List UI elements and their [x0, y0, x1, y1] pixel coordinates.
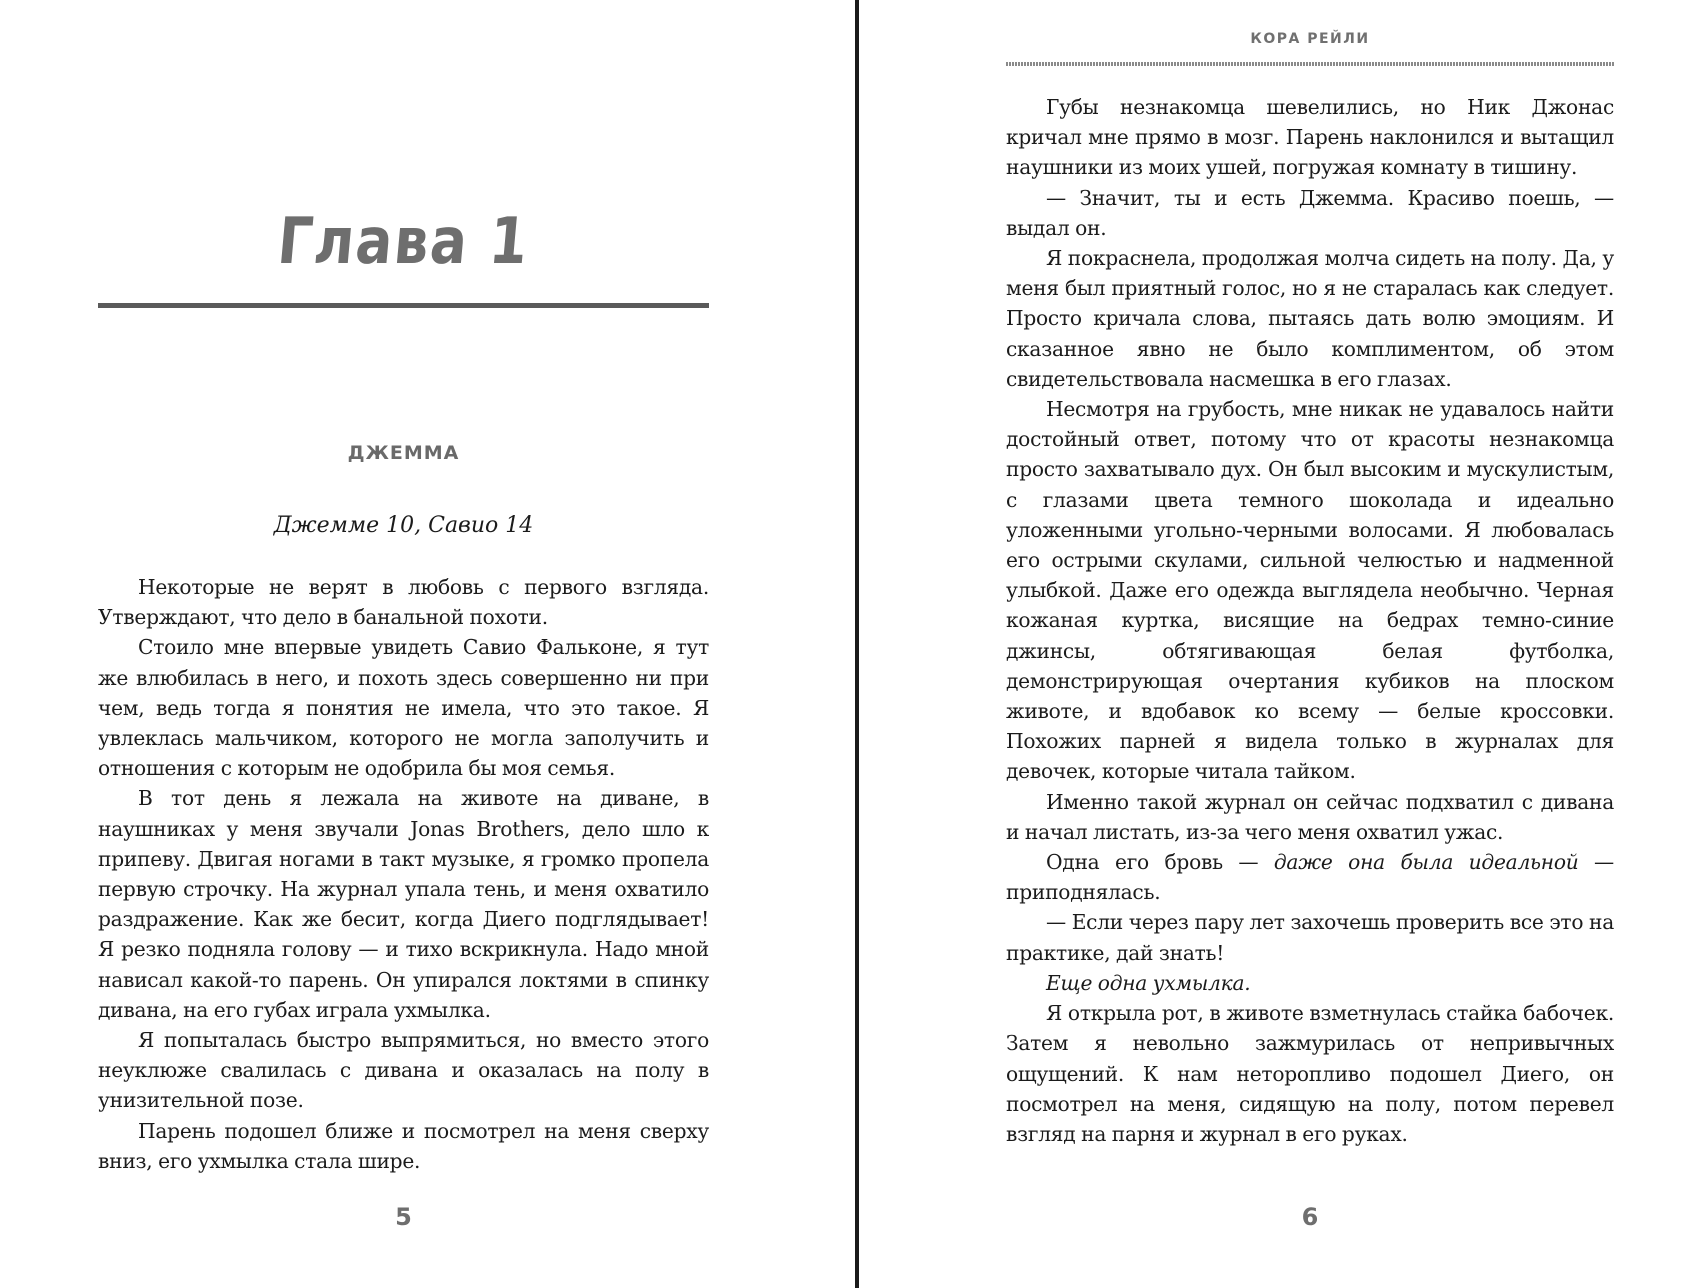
- paragraph: Некоторые не верят в любовь с первого взгляда. Утверждают, что дело в банальной похоти.: [98, 575, 709, 630]
- italic-run: даже она была идеальной: [1273, 850, 1579, 875]
- paragraph: Парень подошел ближе и посмотрел на меня сверху вниз, его ухмылка стала шире.: [98, 1118, 709, 1173]
- right-page: [1006, 0, 1614, 1288]
- text-run: — приподнялась.: [1006, 850, 1614, 905]
- book-spine: [855, 0, 859, 1288]
- paragraph-brow: [1006, 847, 1614, 907]
- page-number: 6: [1301, 1203, 1319, 1231]
- paragraph-italic: [1006, 968, 1614, 998]
- running-header-author: КОРА РЕЙЛИ: [1250, 31, 1370, 47]
- chapter-divider: [98, 303, 709, 308]
- left-page-body: [98, 572, 709, 1176]
- paragraph: В тот день я лежала на животе на диване, в наушниках у меня звучали Jonas Brothers, дело шло к припеву. Двигая ногами в такт музыке, я громко пропела первую строчку. На журнал упала тень, и меня охватило раздражение. Как же бесит, когда Диего подглядывает! Я резко подняла голову — и тихо вскрикнула. Надо мной нависал какой-то парень. Он упирался локтями в спинку дивана, на его губах играла ухмылка.: [98, 786, 709, 1022]
- left-page: [98, 0, 709, 1288]
- paragraph: — Если через пару лет захочешь проверить все это на практике, дай знать!: [1006, 910, 1614, 965]
- chapter-title: Глава 1: [274, 205, 533, 279]
- chapter-subtitle: Джемме 10, Савио 14: [273, 513, 534, 538]
- paragraph: — Значит, ты и есть Джемма. Красиво поешь, — выдал он.: [1006, 185, 1614, 240]
- paragraph: Я покраснела, продолжая молча сидеть на полу. Да, у меня был приятный голос, но я не старалась как следует. Просто кричала слова, пытаясь дать волю эмоциям. И сказанное явно не было комплиментом, об этом свидетельствовала насмешка в его глазах.: [1006, 246, 1614, 391]
- paragraph: Губы незнакомца шевелились, но Ник Джонас кричал мне прямо в мозг. Парень наклонился и вытащил наушники из моих ушей, погружая комнату в тишину.: [1006, 95, 1614, 180]
- paragraph: Именно такой журнал он сейчас подхватил с дивана и начал листать, из-за чего меня охватил ужас.: [1006, 789, 1614, 844]
- pov-character-name: ДЖЕММА: [347, 442, 460, 464]
- header-divider: [1006, 62, 1614, 66]
- paragraph: Несмотря на грубость, мне никак не удавалось найти достойный ответ, потому что от красоты незнакомца просто захватывало дух. Он был высоким и мускулистым, с глазами цвета темного шоколада и идеально уложенными угольно-черными волосами. Я любовалась его острыми скулами, сильной челюстью и надменной улыбкой. Даже его одежда выглядела необычно. Черная кожаная куртка, висящие на бедрах темно-синие джинсы, обтягивающая белая футболка, демонстрирующая очертания кубиков на плоском животе, и вдобавок ко всему — белые кроссовки. Похожих парней я видела только в журналах для девочек, которые читала тайком.: [1006, 397, 1614, 784]
- text-run: Одна его бровь —: [1046, 850, 1274, 875]
- page-number: 5: [395, 1203, 412, 1231]
- paragraph: Я попыталась быстро выпрямиться, но вместо этого неуклюже свалилась с дивана и оказалась на полу в унизительной позе.: [98, 1028, 709, 1113]
- paragraph: Я открыла рот, в животе взметнулась стайка бабочек. Затем я невольно зажмурилась от непривычных ощущений. К нам неторопливо подошел Диего, он посмотрел на меня, сидящую на полу, потом перевел взгляд на парня и журнал в его руках.: [1006, 1001, 1614, 1146]
- italic-run: Еще одна ухмылка.: [1046, 970, 1251, 995]
- right-page-body: [1006, 92, 1614, 1149]
- paragraph: Стоило мне впервые увидеть Савио Фальконе, я тут же влюбилась в него, и похоть здесь совершенно ни при чем, ведь тогда я понятия не имела, что это такое. Я увлеклась мальчиком, которого не могла заполучить и отношения с которым не одобрила бы моя семья.: [98, 635, 709, 781]
